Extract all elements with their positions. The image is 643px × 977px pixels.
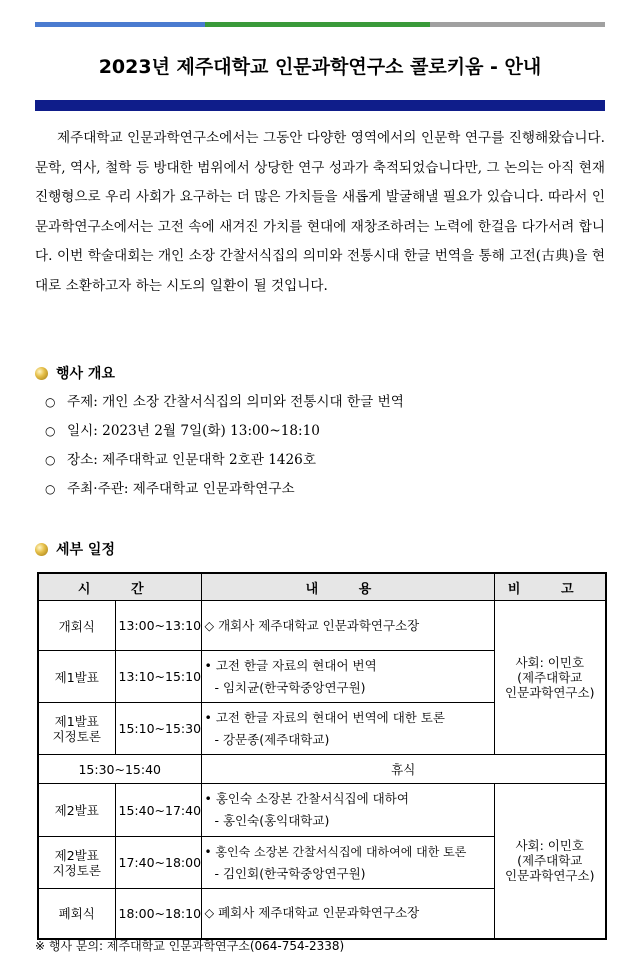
circle-bullet-icon: ○ (45, 424, 56, 438)
content-cell: ◇ 폐회사 제주대학교 인문과학연구소장 (201, 889, 494, 939)
title-underline-bar (35, 100, 605, 111)
session-cell: 폐회식 (38, 889, 115, 939)
session-cell: 제2발표 지정토론 (38, 837, 115, 889)
overview-item-topic: ○ 주제: 개인 소장 간찰서식집의 의미와 전통시대 한글 번역 (45, 388, 404, 417)
session-cell: 제2발표 (38, 784, 115, 837)
overview-item-host: ○ 주최·주관: 제주대학교 인문과학연구소 (45, 475, 404, 504)
time-cell: 13:10~15:10 (115, 651, 201, 703)
session-cell: 제1발표 지정토론 (38, 703, 115, 755)
circle-bullet-icon: ○ (45, 482, 56, 496)
table-row (38, 601, 606, 651)
gold-bullet-icon (35, 543, 48, 556)
time-cell: 18:00~18:10 (115, 889, 201, 939)
schedule-table (37, 572, 607, 940)
table-row (38, 784, 606, 837)
header-time: 시 간 (38, 573, 201, 601)
header-content: 내 용 (201, 573, 494, 601)
time-cell: 15:40~17:40 (115, 784, 201, 837)
intro-paragraph: 제주대학교 인문과학연구소에서는 그동안 다양한 영역에서의 인문학 연구를 진행해왔습니다. 문학, 역사, 철학 등 방대한 범위에서 상당한 연구 성과가 축적되었습니다만, 그 논의는 아직 현재진행형으로 우리 사회가 요구하는 더 많은 가치들을 새롭게 발굴해낼 필요가 있습니다. 따라서 인문과학연구소에서는 고전 속에 새겨진 가치를 현대에 재창조하려는 노력에 한걸음 다가서려 합니다. 이번 학술대회는 개인 소장 간찰서식집의 의미와 전통시대 한글 번역을 통해 고전(古典)을 현대로 소환하고자 하는 시도의 일환이 될 것입니다. (35, 130, 605, 294)
overview-heading: 행사 개요 (35, 363, 115, 383)
circle-bullet-icon: ○ (45, 395, 56, 409)
circle-bullet-icon: ○ (45, 453, 56, 467)
session-cell: 개회식 (38, 601, 115, 651)
table-header-row (38, 573, 606, 601)
overview-item-place: ○ 장소: 제주대학교 인문대학 2호관 1426호 (45, 446, 404, 475)
contact-footer: ※ 행사 문의: 제주대학교 인문과학연구소(064-754-2338) (35, 939, 345, 953)
break-row (38, 755, 606, 784)
note-cell: 사회: 이민호 (제주대학교 인문과학연구소) (494, 601, 606, 755)
content-cell: • 고전 한글 자료의 현대어 번역에 대한 토론 - 강문종(제주대학교) (201, 703, 494, 755)
schedule-heading: 세부 일정 (35, 539, 115, 559)
note-cell: 사회: 이민호 (제주대학교 인문과학연구소) (494, 784, 606, 939)
content-cell: • 고전 한글 자료의 현대어 번역 - 임치균(한국학중앙연구원) (201, 651, 494, 703)
time-cell: 17:40~18:00 (115, 837, 201, 889)
content-cell: ◇ 개회사 제주대학교 인문과학연구소장 (201, 601, 494, 651)
session-cell: 제1발표 (38, 651, 115, 703)
content-cell: • 홍인숙 소장본 간찰서식집에 대하여에 대한 토론 - 김인회(한국학중앙연구원) (201, 837, 494, 889)
top-color-bar (35, 22, 605, 27)
header-note: 비 고 (494, 573, 606, 601)
break-label-cell: 휴식 (201, 755, 606, 784)
gold-bullet-icon (35, 367, 48, 380)
content-cell: • 홍인숙 소장본 간찰서식집에 대하여 - 홍인숙(홍익대학교) (201, 784, 494, 837)
time-cell: 15:10~15:30 (115, 703, 201, 755)
overview-list (45, 388, 404, 504)
overview-item-datetime: ○ 일시: 2023년 2월 7일(화) 13:00~18:10 (45, 417, 404, 446)
page-title: 2023년 제주대학교 인문과학연구소 콜로키움 - 안내 (98, 56, 542, 78)
time-cell: 13:00~13:10 (115, 601, 201, 651)
break-time-cell: 15:30~15:40 (38, 755, 201, 784)
